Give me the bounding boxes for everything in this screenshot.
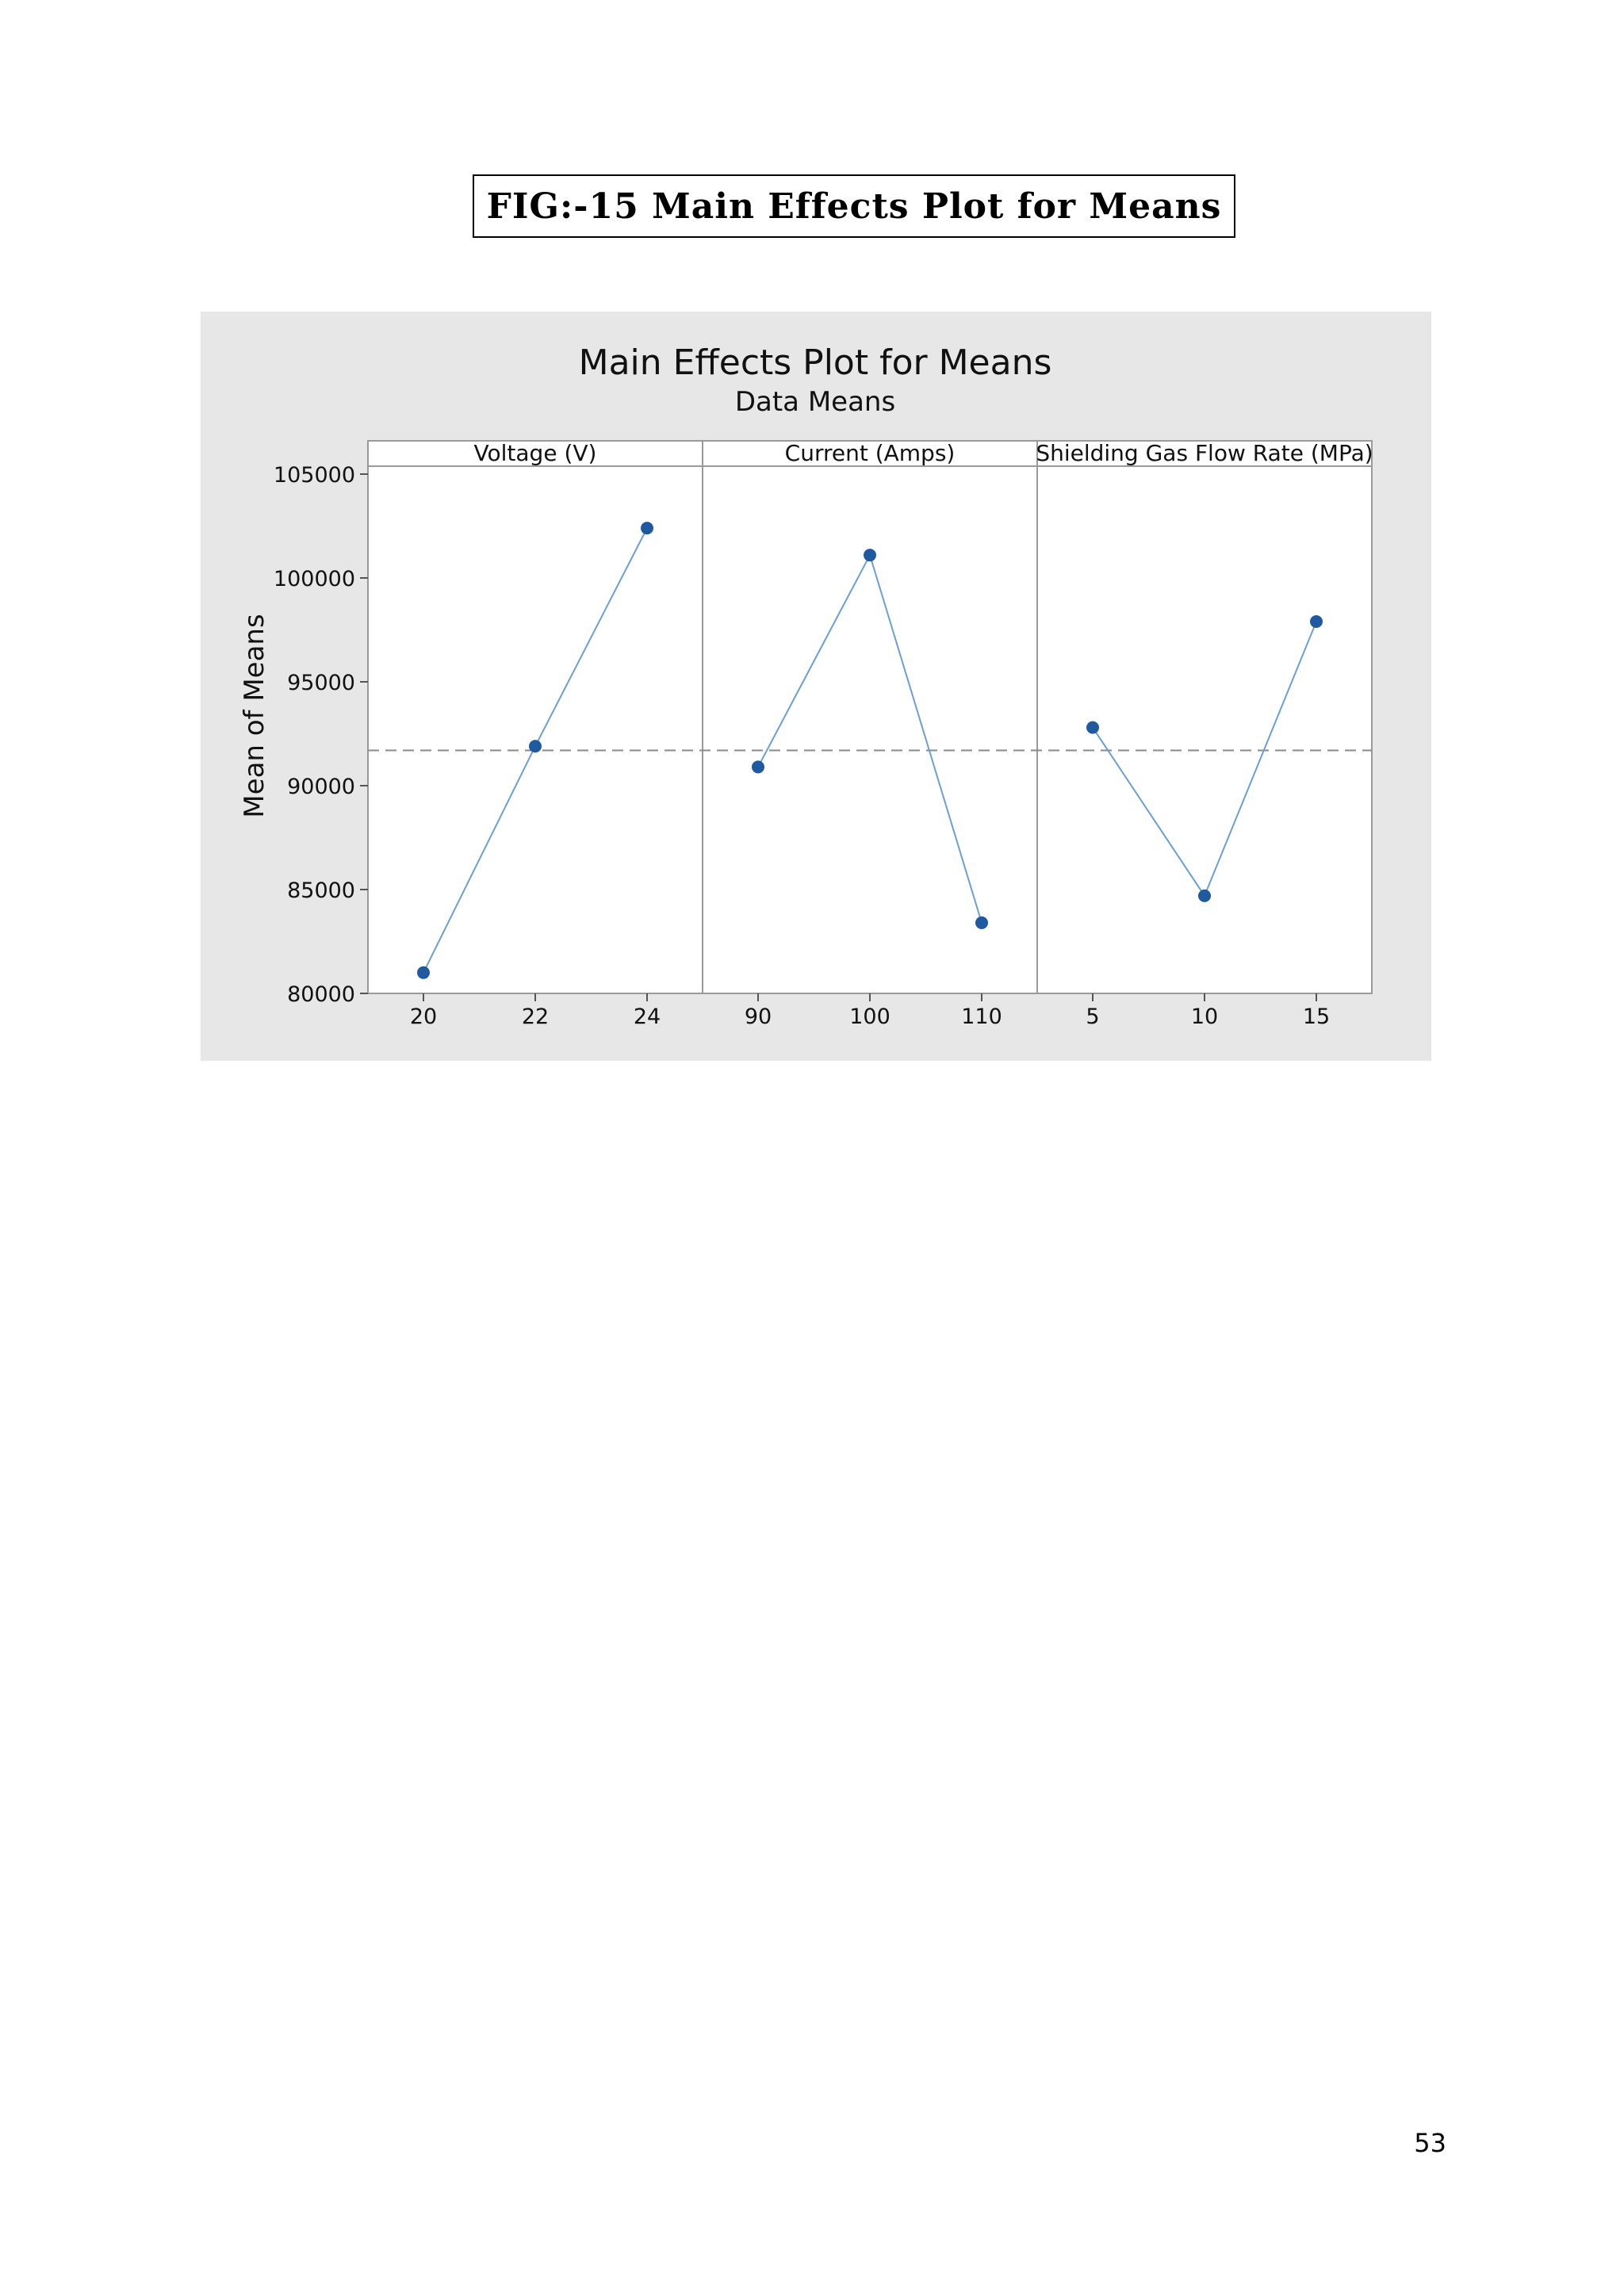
y-tick-label: 80000	[287, 982, 355, 1007]
plot-area	[274, 440, 1373, 1029]
data-point	[864, 549, 876, 561]
page-number: 53	[1414, 2128, 1446, 2158]
x-tick-label: 110	[961, 1004, 1002, 1029]
panel-header-label: Voltage (V)	[473, 440, 597, 466]
x-tick-label: 10	[1190, 1004, 1219, 1029]
y-tick-label: 100000	[273, 567, 355, 591]
x-tick-label: 15	[1302, 1004, 1331, 1029]
data-point	[417, 966, 430, 979]
x-tick-label: 20	[409, 1004, 438, 1029]
data-point	[1198, 890, 1211, 902]
y-axis-label: Mean of Means	[239, 614, 270, 818]
data-point	[975, 916, 988, 929]
panel-header-label: Shielding Gas Flow Rate (MPa)	[1036, 440, 1373, 466]
x-tick-label: 90	[744, 1004, 772, 1029]
x-tick-label: 24	[633, 1004, 661, 1029]
y-tick-label: 95000	[287, 671, 355, 695]
panel-plot-area	[703, 466, 1037, 993]
panel-header-label: Current (Amps)	[784, 440, 956, 466]
y-tick-label: 105000	[273, 463, 355, 488]
x-tick-label: 5	[1086, 1004, 1100, 1029]
y-tick-label: 90000	[287, 775, 355, 799]
panel-plot-area	[368, 466, 703, 993]
figure-caption: FIG:-15 Main Effects Plot for Means	[473, 174, 1235, 238]
x-tick-label: 22	[521, 1004, 550, 1029]
x-tick-label: 100	[849, 1004, 891, 1029]
data-point	[1086, 721, 1099, 734]
y-tick-label: 85000	[287, 878, 355, 903]
chart-subtitle: Data Means	[734, 386, 896, 418]
chart-title: Main Effects Plot for Means	[578, 342, 1052, 383]
data-point	[752, 760, 764, 773]
data-point	[529, 740, 542, 752]
data-point	[641, 522, 653, 534]
data-point	[1310, 615, 1323, 628]
